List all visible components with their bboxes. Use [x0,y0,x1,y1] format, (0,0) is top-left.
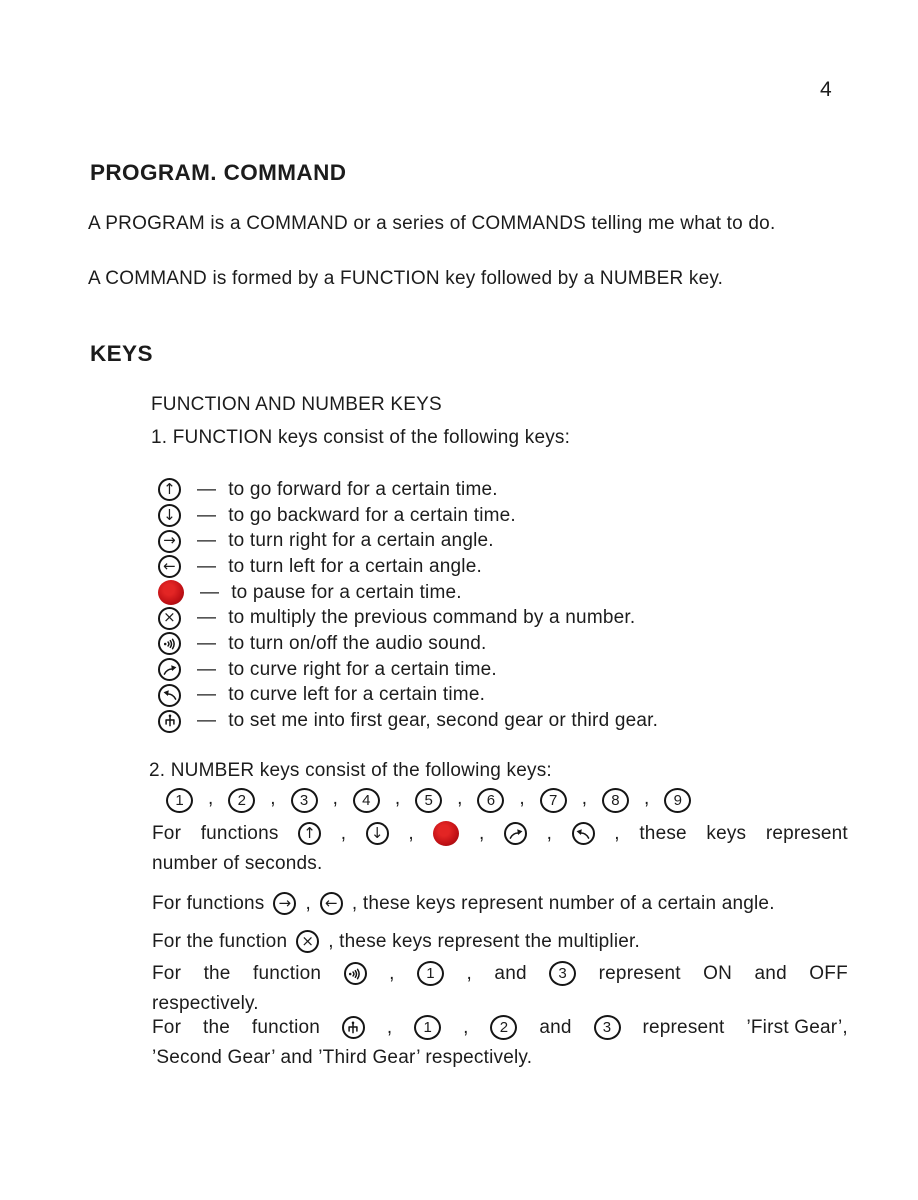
note-text: , [408,822,414,844]
number-key-1: 1 [414,1015,441,1040]
number-key-5: 5 [415,788,442,813]
function-keys-intro: 1. FUNCTION keys consist of the following keys: [151,427,571,448]
function-key-row [158,528,658,554]
function-key-description: to curve right for a certain time. [228,658,497,680]
curve-left-icon [572,822,595,845]
multiply-icon: × [158,607,181,630]
note-text: , [305,892,311,914]
note-text: , [463,1016,469,1038]
number-key-2: 2 [228,788,255,813]
note-line [152,820,848,847]
function-key-row [158,657,658,683]
number-key-3: 3 [291,788,318,813]
left-arrow-icon: ← [320,892,343,915]
function-key-row [158,683,658,709]
function-key-description: to multiply the previous command by a number. [228,607,636,629]
note-text: function [253,962,322,984]
up-arrow-icon: ↑ [298,822,321,845]
audio-icon [158,632,181,655]
number-key-separator: , [208,788,214,809]
note-text: ’First Gear’, [746,1016,848,1038]
gear-shift-icon [158,710,181,733]
curve-right-icon [158,658,181,681]
heading-keys: KEYS [90,341,153,366]
note-text: , these keys represent number of a certain angle. [351,892,775,914]
down-arrow-icon: ↓ [158,504,181,527]
number-key-4: 4 [353,788,380,813]
function-key-description: to go backward for a certain time. [228,504,516,526]
function-key-row [158,708,658,734]
dash: — [197,530,217,552]
number-key-separator: , [457,788,463,809]
dash: — [197,658,217,680]
note-text: For the function [152,930,288,952]
dash: — [197,504,217,526]
right-arrow-icon: → [273,892,296,915]
note-text: represent [598,962,681,984]
note-line [152,890,784,917]
note-text: represent [642,1016,725,1038]
function-key-row [158,554,658,580]
note-text: represent [765,822,848,844]
note-text: functions [200,822,279,844]
note-text: , [386,1016,393,1038]
note-text: ON [703,962,733,984]
pause-icon [158,580,184,605]
number-key-row [166,788,691,813]
note-text: and [539,1016,572,1038]
up-arrow-icon: ↑ [158,478,181,501]
note-line-continued: respectively. [152,993,259,1014]
note-line [152,1014,848,1041]
function-key-description: to turn left for a certain angle. [228,555,482,577]
note-line-continued: number of seconds. [152,853,323,874]
paragraph-command-definition: A COMMAND is formed by a FUNCTION key followed by a NUMBER key. [88,268,724,289]
number-key-separator: , [270,788,276,809]
curve-left-icon [158,684,181,707]
note-text: , [389,962,395,984]
left-arrow-icon: ← [158,555,181,578]
note-text: function [251,1016,321,1038]
pause-icon [433,821,459,846]
dash: — [197,555,217,577]
dash: — [197,684,217,706]
function-key-description: to turn right for a certain angle. [228,530,494,552]
note-text: , [546,822,553,844]
function-key-description: to go forward for a certain time. [228,478,498,500]
note-text: For [152,962,182,984]
note-text: , these keys represent the multiplier. [328,930,640,952]
function-key-list [158,477,658,734]
down-arrow-icon: ↓ [366,822,389,845]
subheading-function-and-number-keys: FUNCTION AND NUMBER KEYS [151,394,442,415]
number-key-9: 9 [664,788,691,813]
note-text: the [203,1016,231,1038]
dash: — [197,478,217,500]
number-key-3: 3 [549,961,576,986]
note-line [152,928,649,955]
note-text: these [639,822,687,844]
number-key-separator: , [581,788,587,809]
function-key-row [158,605,658,631]
note-text: For functions [152,892,265,914]
number-key-1: 1 [417,961,444,986]
dash: — [197,607,217,629]
note-text: For [152,822,182,844]
number-key-separator: , [519,788,525,809]
curve-right-icon [504,822,527,845]
note-line [152,960,848,987]
note-line-continued: ’Second Gear’ and ’Third Gear’ respectively. [152,1047,533,1068]
function-key-row [158,477,658,503]
number-key-separator: , [332,788,338,809]
number-key-separator: , [643,788,650,809]
number-key-separator: , [394,788,401,809]
note-text: and [754,962,787,984]
gear-shift-icon [342,1016,365,1039]
function-key-description: to turn on/off the audio sound. [228,632,487,654]
dash: — [200,581,220,603]
number-key-8: 8 [602,788,629,813]
paragraph-program-definition: A PROGRAM is a COMMAND or a series of COMMANDS telling me what to do. [88,213,776,234]
note-text: and [494,962,527,984]
heading-program-command: PROGRAM. COMMAND [90,160,347,185]
number-key-2: 2 [490,1015,517,1040]
number-key-1: 1 [166,788,193,813]
function-key-description: to set me into first gear, second gear or third gear. [228,710,659,732]
page-number: 4 [820,78,832,101]
note-text: , [340,822,347,844]
right-arrow-icon: → [158,530,181,553]
note-text: , [478,822,485,844]
note-text: OFF [809,962,848,984]
number-keys-intro: 2. NUMBER keys consist of the following keys: [149,760,552,781]
function-key-row [158,580,658,606]
note-text: , [614,822,620,844]
number-key-7: 7 [540,788,567,813]
function-key-description: to pause for a certain time. [231,581,462,603]
audio-icon [344,962,367,985]
function-key-row [158,503,658,529]
note-text: the [203,962,231,984]
function-key-row [158,631,658,657]
number-key-6: 6 [477,788,504,813]
note-text: , [466,962,472,984]
note-text: keys [706,822,747,844]
number-key-3: 3 [594,1015,621,1040]
multiply-icon: × [296,930,319,953]
dash: — [197,710,217,732]
function-key-description: to curve left for a certain time. [228,684,486,706]
dash: — [197,632,217,654]
note-text: For [152,1016,182,1038]
